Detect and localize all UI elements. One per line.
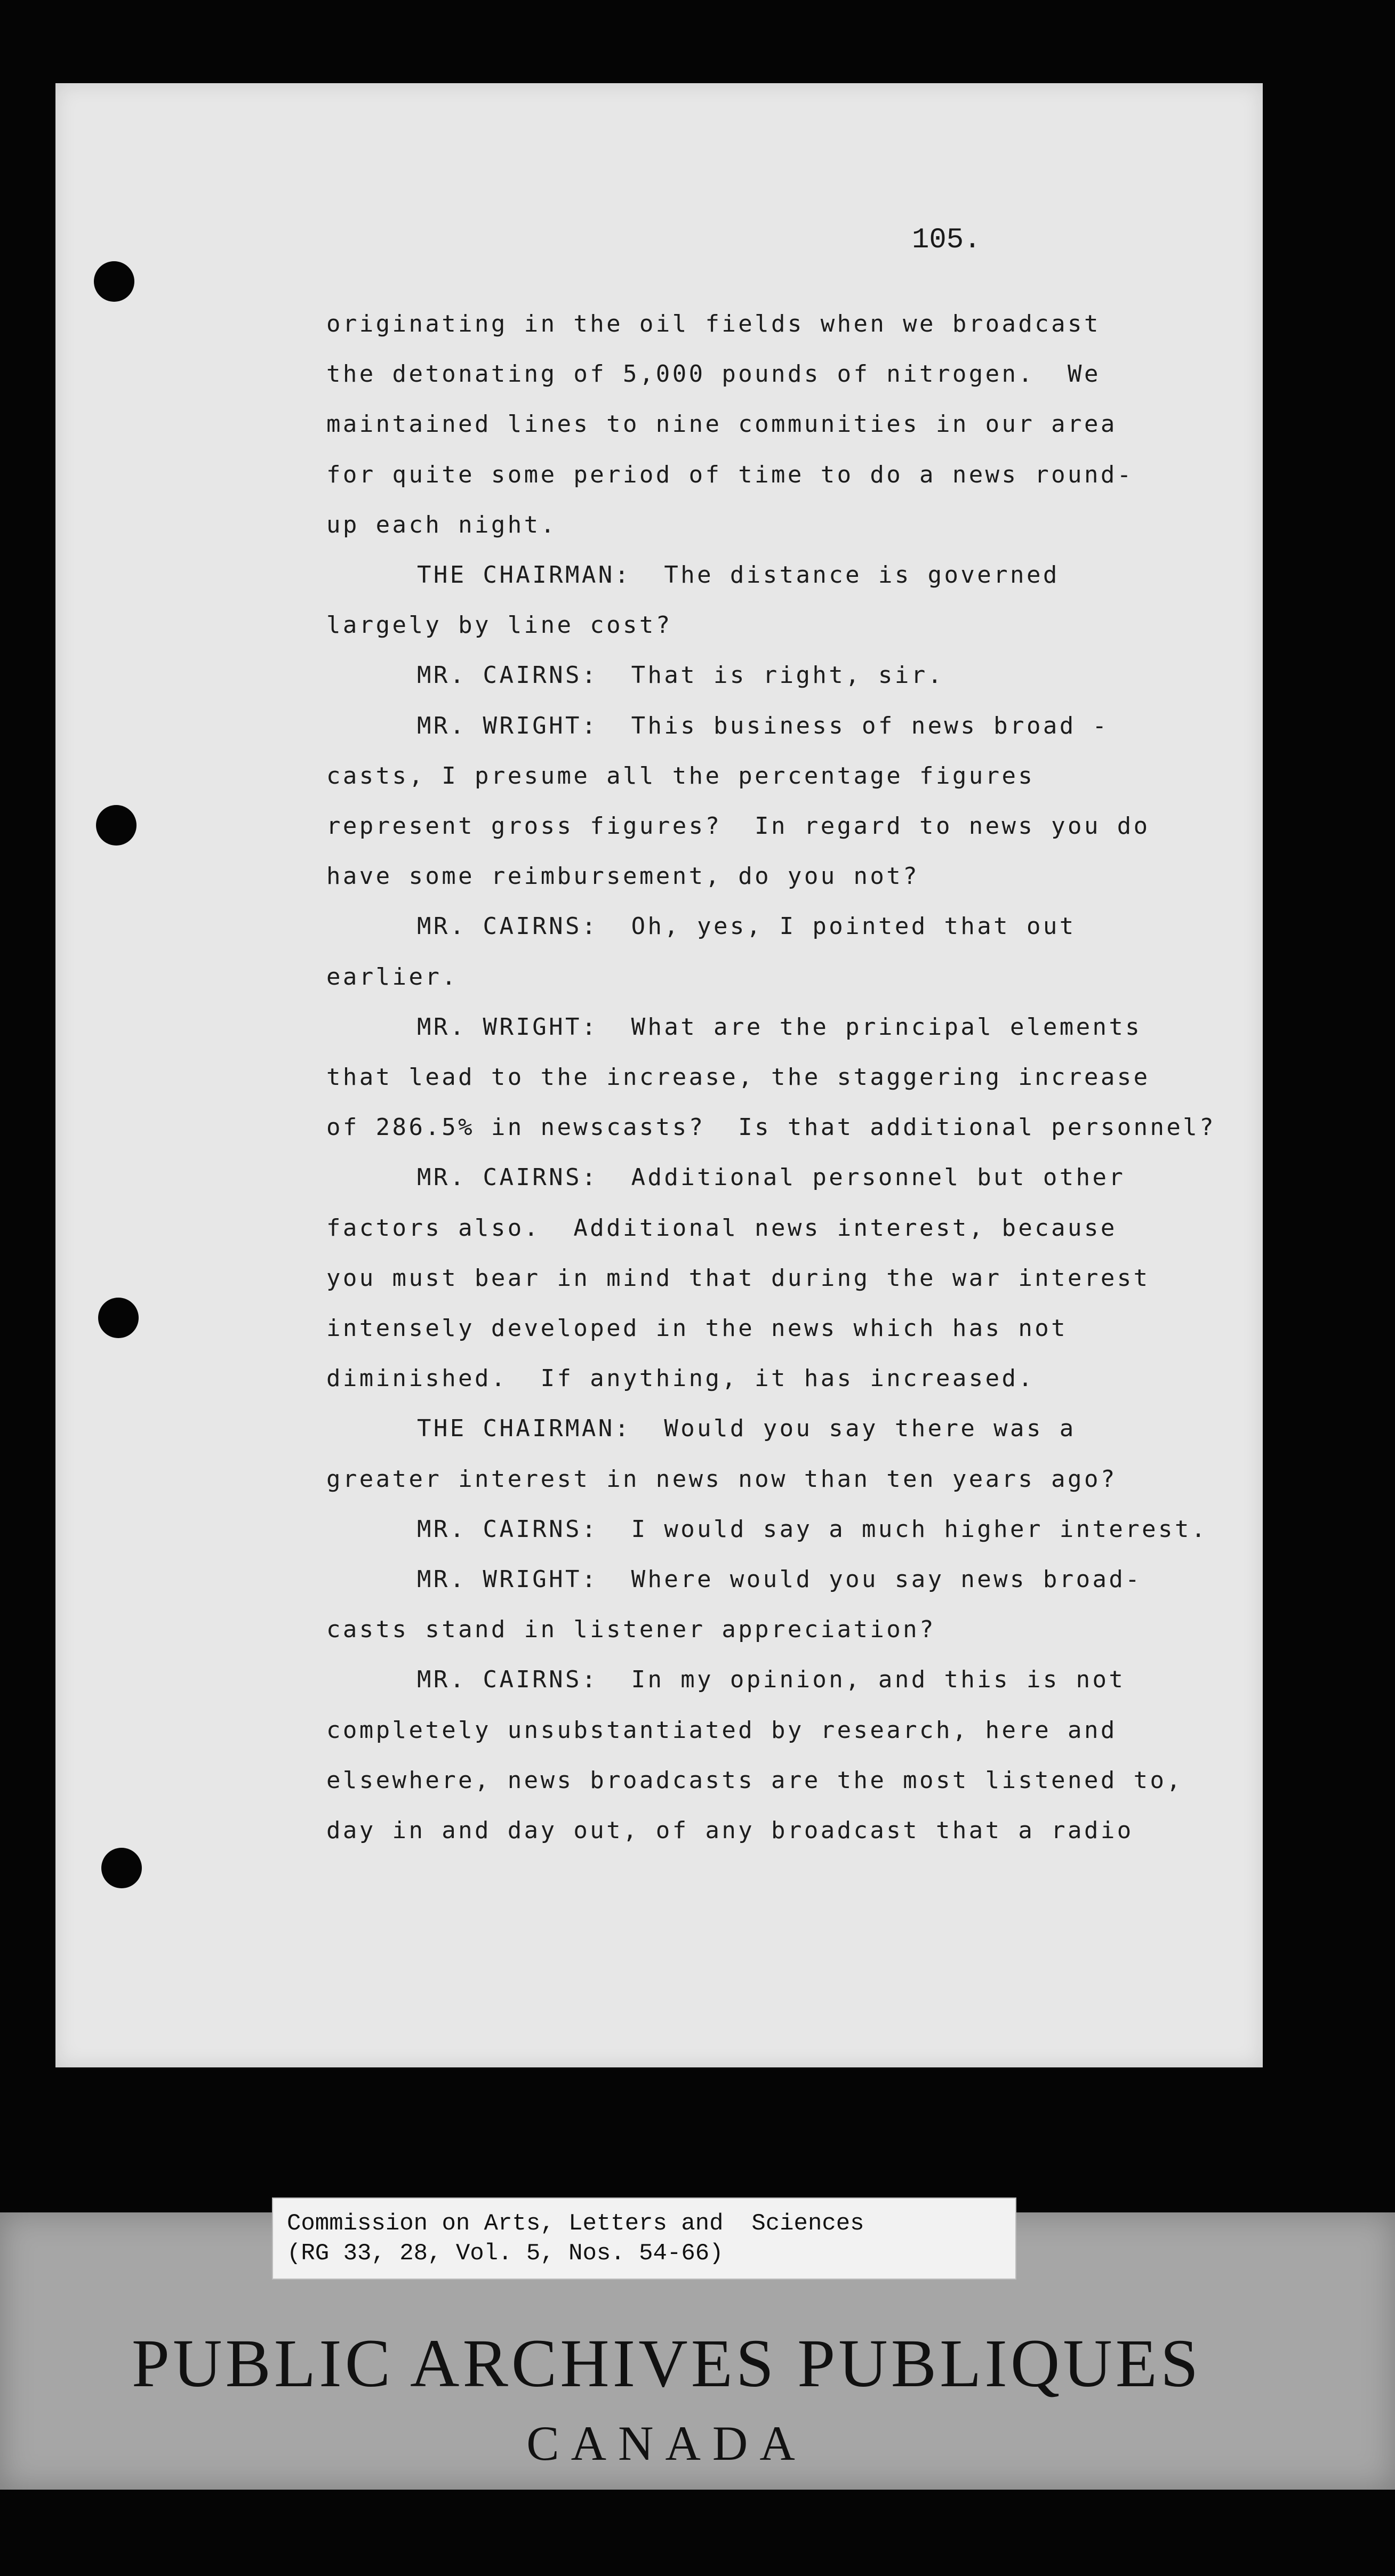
punch-hole	[94, 261, 134, 302]
text-line: for quite some period of time to do a news round-	[326, 461, 1134, 488]
text-line: that lead to the increase, the staggering increase	[326, 1064, 1150, 1091]
text-line: casts stand in listener appreciation?	[326, 1616, 936, 1644]
text-line: THE CHAIRMAN: Would you say there was a	[417, 1415, 1076, 1443]
text-line: elsewhere, news broadcasts are the most listened to,	[326, 1766, 1183, 1794]
archive-subtitle: CANADA	[526, 2416, 807, 2470]
text-line: MR. CAIRNS: In my opinion, and this is not	[417, 1666, 1126, 1694]
text-line: casts, I presume all the percentage figures	[326, 762, 1035, 790]
text-line: MR. CAIRNS: That is right, sir.	[417, 662, 944, 689]
text-line: MR. WRIGHT: Where would you say news broad-	[417, 1566, 1142, 1593]
text-line: MR. CAIRNS: Additional personnel but other	[417, 1164, 1126, 1192]
text-line: originating in the oil fields when we broadcast	[326, 310, 1101, 337]
text-line: up each night.	[326, 511, 557, 538]
text-line: you must bear in mind that during the war interest	[326, 1264, 1150, 1292]
text-line: day in and day out, of any broadcast that a radio	[326, 1817, 1134, 1844]
text-line: MR. CAIRNS: Oh, yes, I pointed that out	[417, 913, 1076, 940]
text-line: factors also. Additional news interest, because	[326, 1214, 1117, 1242]
page-number: 105.	[912, 224, 981, 256]
text-line: largely by line cost?	[326, 611, 672, 639]
punch-hole	[101, 1848, 142, 1888]
text-line: diminished. If anything, it has increased.	[326, 1365, 1035, 1392]
text-line: the detonating of 5,000 pounds of nitrogen. We	[326, 360, 1101, 388]
archive-label-line-2: (RG 33, 28, Vol. 5, Nos. 54-66)	[287, 2240, 724, 2267]
punch-hole	[98, 1298, 139, 1338]
text-line: completely unsubstantiated by research, here and	[326, 1716, 1117, 1744]
text-line: maintained lines to nine communities in our area	[326, 410, 1117, 438]
punch-hole	[96, 805, 137, 846]
archive-label	[272, 2197, 1016, 2280]
text-line: represent gross figures? In regard to news you do	[326, 812, 1150, 840]
text-line: MR. WRIGHT: What are the principal elements	[417, 1013, 1142, 1041]
text-line: THE CHAIRMAN: The distance is governed	[417, 561, 1060, 589]
archive-label-line-1: Commission on Arts, Letters and Sciences	[287, 2210, 864, 2237]
text-line: earlier.	[326, 963, 459, 991]
text-line: have some reimbursement, do you not?	[326, 863, 920, 890]
text-line: greater interest in news now than ten years ago?	[326, 1465, 1117, 1493]
archive-title: PUBLIC ARCHIVES PUBLIQUES	[131, 2325, 1202, 2401]
text-line: of 286.5% in newscasts? Is that additional personnel?	[326, 1114, 1216, 1141]
text-line: MR. WRIGHT: This business of news broad -	[417, 712, 1109, 739]
text-line: intensely developed in the news which has not	[326, 1315, 1068, 1342]
text-line: MR. CAIRNS: I would say a much higher interest.	[417, 1515, 1208, 1543]
